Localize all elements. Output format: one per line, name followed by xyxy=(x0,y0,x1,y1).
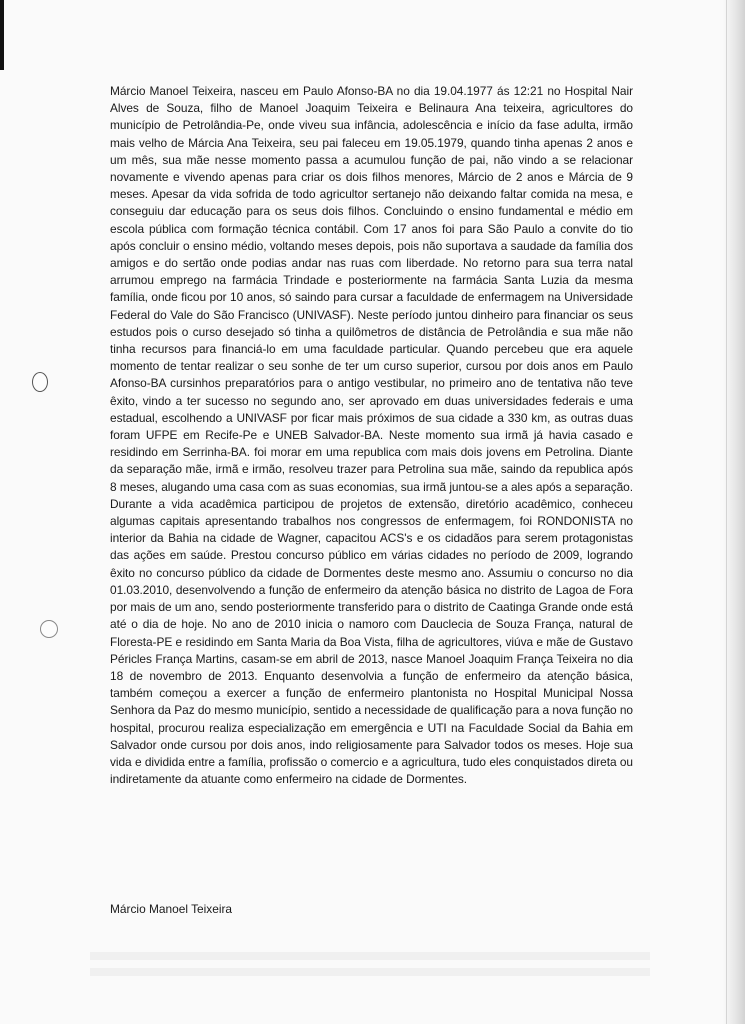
scan-corner-mark xyxy=(0,0,4,70)
bleed-through-shadow xyxy=(90,968,650,976)
punch-hole xyxy=(32,372,48,392)
bleed-through-shadow xyxy=(90,952,650,960)
punch-hole xyxy=(40,620,58,638)
biography-paragraph: Márcio Manoel Teixeira, nasceu em Paulo Afonso-BA no dia 19.04.1977 ás 12:21 no Hospital Nair Alves de Souza, filho de Manoel Joaquim Teixeira e Belinaura Ana teixeira, agricultores do município de Petrolândia-Pe, onde viveu sua infância, adolescência e início da fase adulta, irmão mais velho de Márcia Ana Teixeira, seu pai faleceu em 19.05.1979, quando tinha apenas 2 anos e um mês, sua mãe nesse momento passa a acumulou função de pai, não vindo a se relacionar novamente e vivendo apenas para criar os dois filhos menores, Márcio de 2 anos e Márcia de 9 meses. Apesar da vida sofrida de todo agricultor sertanejo não deixando faltar comida na mesa, e conseguiu dar educação para os seus dois filhos. Concluindo o ensino fundamental e médio em escola pública com formação técnica contábil. Com 17 anos foi para São Paulo a convite do tio após concluir o ensino médio, voltando meses depois, pois não suportava a saudade da família dos amigos e do sertão onde podias andar nas ruas com liberdade. No retorno para sua terra natal arrumou emprego na farmácia Trindade e posteriormente na farmácia Santa Luzia da mesma família, onde ficou por 10 anos, só saindo para cursar a faculdade de enfermagem na Universidade Federal do Vale do São Francisco (UNIVASF). Neste período juntou dinheiro para financiar os seus estudos pois o curso desejado só tinha a quilômetros de distância de Petrolândia e sua mãe não tinha recursos para financiá-lo em uma faculdade particular. Quando percebeu que era aquele momento de tentar realizar o seu sonhe de ter um curso superior, cursou por dois anos em Paulo Afonso-BA cursinhos preparatórios para o antigo vestibular, no primeiro ano de tentativa não teve êxito, vindo a ter sucesso no segundo ano, ser aprovado em duas universidades federais e uma estadual, escolhendo a UNIVASF por ficar mais próximos de sua cidade a 330 km, as outras duas foram UFPE em Recife-Pe e UNEB Salvador-BA. Neste momento sua irmã já havia casado e residindo em Serrinha-BA. foi morar em uma republica com mais dois jovens em Petrolina. Diante da separação mãe, irmã e irmão, resolveu trazer para Petrolina sua mãe, saindo da republica após 8 meses, alugando uma casa com as suas economias, sua irmã juntou-se a ales após a separação. Durante a vida acadêmica participou de projetos de extensão, diretório acadêmico, conheceu algumas capitais apresentando trabalhos nos congressos de enfermagem, foi RONDONISTA no interior da Bahia na cidade de Wagner, capacitou ACS's e os cidadãos para serem protagonistas das ações em saúde. Prestou concurso público em várias cidades no período de 2009, logrando êxito no concurso público da cidade de Dormentes deste mesmo ano. Assumiu o concurso no dia 01.03.2010, desenvolvendo a função de enfermeiro da atenção básica no distrito de Lagoa de Fora por mais de um ano, sendo posteriormente transferido para o distrito de Caatinga Grande onde está até o dia de hoje. No ano de 2010 inicia o namoro com Dauclecia de Souza França, natural de Floresta-PE e residindo em Santa Maria da Boa Vista, filha de agricultores, viúva e mãe de Gustavo Péricles França Martins, casam-se em abril de 2013, nasce Manoel Joaquim França Teixeira no dia 18 de novembro de 2013. Enquanto desenvolvia a função de enfermeiro da atenção básica, também começou a exercer a função de enfermeiro plantonista no Hospital Municipal Nossa Senhora da Paz do mesmo município, sentido a necessidade de qualificação para a nova função no hospital, procurou realiza especialização em emergência e UTI na Faculdade Social da Bahia em Salvador onde cursou por dois anos, indo religiosamente para Salvador todos os meses. Hoje sua vida e dividida entre a família, profissão o comercio e a agricultura, tudo eles conquistados direta ou indiretamente da atuante como enfermeiro na cidade de Dormentes. xyxy=(110,84,633,787)
page-edge-shadow xyxy=(723,0,745,1024)
signature-name: Márcio Manoel Teixeira xyxy=(110,902,233,916)
